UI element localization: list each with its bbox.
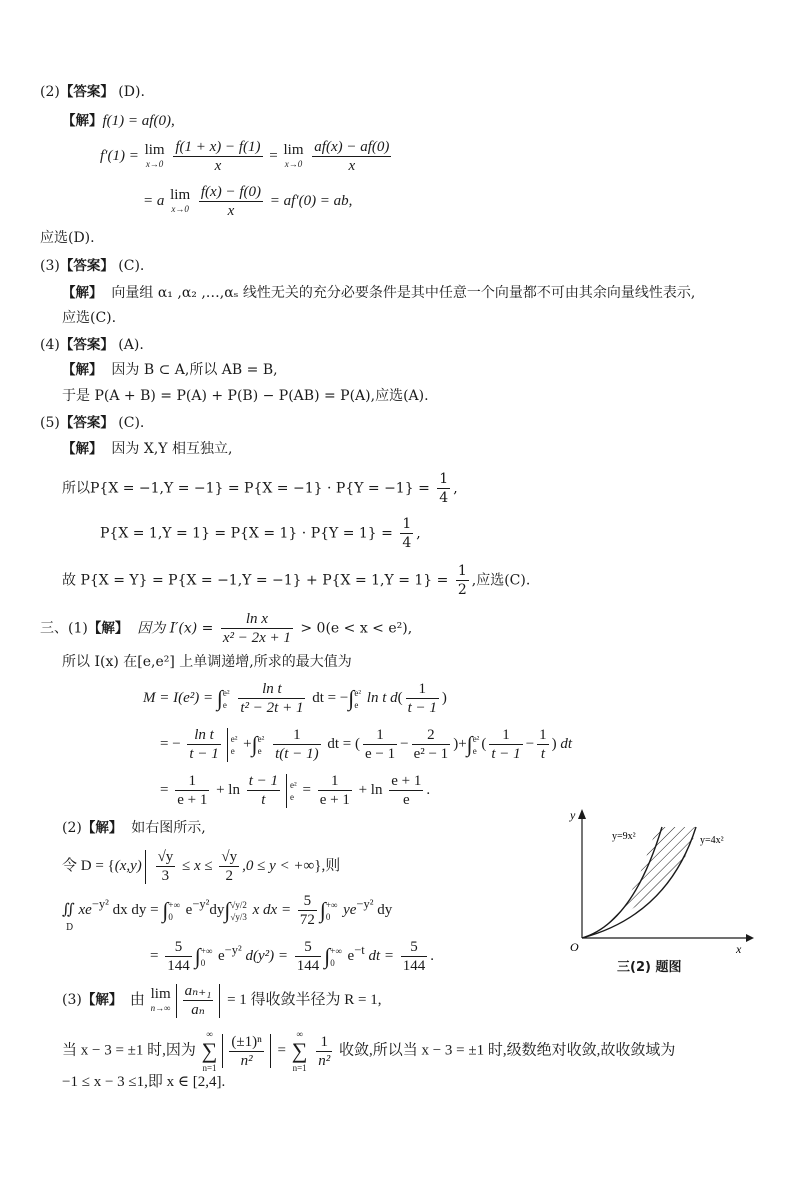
x-label: x: [736, 942, 742, 956]
q5-prob-line-2: P{X = 1,Y = 1} = P{X = 1} · P{Y = 1} = $\frac{1}{4}$ ,: [100, 516, 421, 551]
origin-label: O: [570, 940, 579, 954]
s3q3-convergence: 当 x − 3 = ±1 时,因为 ∞ ∑ n=1 $\frac{\text{(±1)ⁿ}}{\text{n²}}$ = ∞ ∑ n=1 $\frac{1}{\text{n²}}$ 收敛,所以当 x − 3 = ±1 时,级数绝对收敛,故收敛域为: [62, 1029, 676, 1073]
s3q2-domain: 令 D = {(x,y) $\frac{√y}{3}$ ≤ x ≤ $\frac{√y}{2}$ ,0 ≤ y < +∞},则: [62, 849, 341, 884]
q3-choose: 应选(C).: [62, 310, 117, 326]
s3q2-region-label: D: [66, 923, 74, 933]
figure-caption: 三(2) 题图: [617, 960, 682, 975]
q5-prob-line-1: 所以P{X = −1,Y = −1} = P{X = −1} · P{Y = −1} = $\frac{1}{4}$ ,: [62, 471, 458, 506]
q3-answer-line: (3)【答案】 (C).: [40, 258, 145, 274]
curve1-label: y=9x²: [612, 831, 636, 842]
s3q2-step-2: = $\frac{5}{144}$ ∫ +∞ 0 $e^{-y^2}$ d(y²) = $\frac{5}{144}$ ∫ +∞ 0 $e^{-t}$ dt = $\frac{5}{144}$ .: [150, 939, 435, 974]
q5-answer-line: (5)【答案】 (C).: [40, 415, 145, 431]
q5-solution-line: 【解】 因为 X,Y 相互独立,: [62, 441, 233, 457]
s3q1-monotone: 所以 I(x) 在[e,e²] 上单调递增,所求的最大值为: [62, 654, 352, 670]
hatched-region: [582, 827, 696, 938]
s3q1-max-line: M = I(e²) = ∫ e² e $\frac{\text{ln t}}{\text{t² − 2t + 1}}$ dt = −∫ e² e ln t d( $\frac{1}{t - 1}$ ): [143, 681, 447, 716]
q5-prob-line-3: 故 P{X = Y} = P{X = −1,Y = −1} + P{X = 1,Y = 1} = $\frac{1}{2}$ ,应选(C).: [62, 563, 531, 598]
q4-solution-line: 【解】 因为 B ⊂ A,所以 AB = B,: [62, 362, 278, 378]
q2-choose: 应选(D).: [40, 230, 95, 246]
s3q1-step-3: = $\frac{1}{e + 1}$ + ln $\frac{t - 1}{t}$ e² e = $\frac{1}{e + 1}$ + ln $\frac{e + 1}{e}$ .: [160, 773, 431, 808]
s3q2-double-integral: ∬ $xe^{-y^2}$ dx dy = ∫ +∞ 0 $e^{-y^2}dy\int$ √y/2 √y/3 x dx = $\frac{5}{72}$ ∫ +∞ 0 $ye^{-y^2}$ dy: [62, 893, 393, 928]
q3-solution-line: 【解】 向量组 α₁ ,α₂ ,…,αₛ 线性无关的充分必要条件是其中任意一个向量都不可由其余向量线性表示,: [62, 285, 696, 301]
q2-derivative-line: f′(1) = lim x→0 $\frac{f(1 + x) - f(1)}{x}$ = lim x→0 $\frac{af(x) - af(0)}{x}$: [100, 139, 390, 174]
q2-result-line: = a lim x→0 $\frac{f(x) - f(0)}{x}$ = af′(0) = ab,: [143, 184, 353, 219]
curve2-label: y=4x²: [700, 835, 724, 846]
s3q2-intro: (2)【解】 如右图所示,: [62, 820, 206, 836]
q2-solution-line: 【解】f(1) = af(0),: [62, 113, 175, 129]
y-label: y: [570, 808, 576, 822]
s3q3-intro: (3)【解】 由 lim n→∞ $\frac{\text{aₙ₊₁}}{\text{aₙ}}$ = 1 得收敛半径为 R = 1,: [62, 983, 382, 1018]
y-axis-arrow-icon: [578, 809, 586, 819]
s3q1-intro: 三、(1)【解】 因为 I′(x) = $\frac{\text{ln x}}{\text{x² − 2x + 1}}$ > 0(e < x < e²),: [40, 611, 413, 646]
q2-answer-line: (2)【答案】 (D).: [40, 84, 145, 100]
q4-conclusion: 于是 P(A + B) = P(A) + P(B) − P(AB) = P(A),应选(A).: [62, 388, 429, 404]
s3q1-step-2: = − $\frac{\text{ln t}}{t - 1}$ e² e +∫ e² e $\frac{1}{t(t - 1)}$ dt = ( $\frac{1}{e - 1}$ − $\frac{2}{\text{e² − 1}}$ )+∫ e² e ( $\frac{1}{t - 1}$ − $\frac{1}{t}$ ) dt: [160, 727, 573, 762]
x-axis-arrow-icon: [746, 934, 754, 942]
s3q3-domain-result: −1 ≤ x − 3 ≤1,即 x ∈ [2,4].: [62, 1074, 226, 1090]
q4-answer-line: (4)【答案】 (A).: [40, 337, 144, 353]
